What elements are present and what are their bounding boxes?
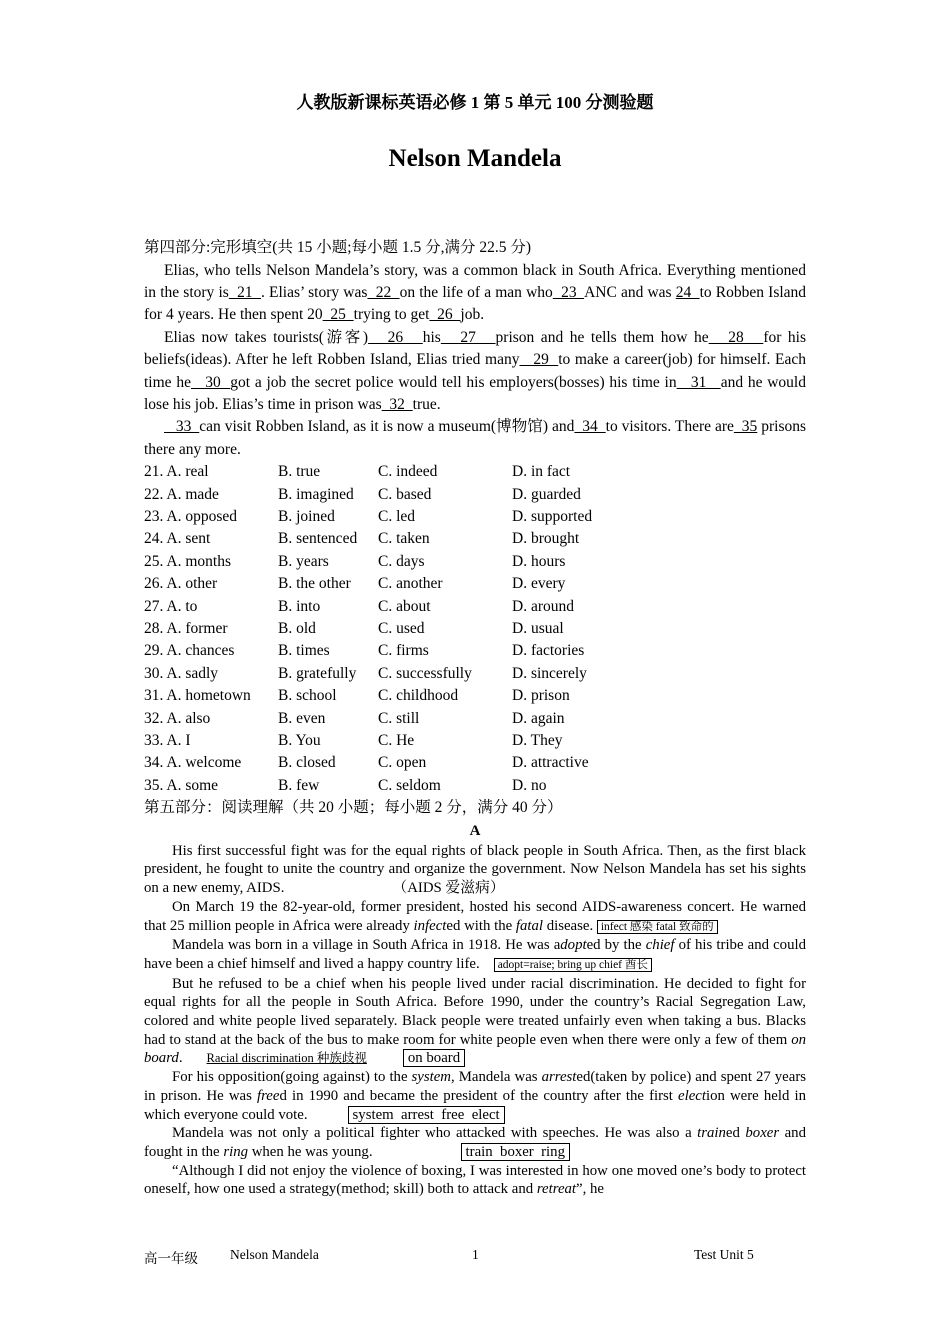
passage-letter: A: [469, 822, 481, 839]
option-choice: D. usual: [512, 620, 564, 637]
text: . Elias’ story was: [260, 283, 368, 301]
reading-paragraph-4: [144, 975, 806, 1069]
option-choice: C. seldom: [378, 776, 441, 794]
blank-28: 28: [708, 328, 764, 346]
option-row: [144, 775, 592, 797]
option-choice: D. hours: [512, 552, 566, 570]
text: and he would lose his job. Elias’s time in prison was: [144, 373, 806, 413]
option-choice: 33. A. I: [144, 732, 191, 750]
text: , Mandela was: [451, 1069, 542, 1086]
footer-unit-name: Nelson Mandela: [230, 1247, 319, 1262]
text: when he was young.: [248, 1144, 373, 1160]
option-choice: C. about: [378, 597, 431, 615]
text: got a job the secret police would tell his employers(bosses) his time in: [230, 373, 677, 391]
blank-26: 26: [368, 328, 423, 346]
option-row: [144, 484, 592, 506]
cloze-paragraph-2: [144, 327, 806, 417]
option-choice: B. old: [278, 620, 316, 637]
keyword: retreat: [536, 1181, 577, 1198]
text: Mandela was not only a political fighter who attacked with speeches. He was also a: [172, 1125, 698, 1142]
option-choice: B. gratefully: [278, 664, 357, 682]
keyword: chief: [645, 937, 675, 954]
option-choice: C. indeed: [378, 463, 438, 481]
blank-33: 33: [164, 418, 200, 436]
options-table: [144, 461, 592, 797]
vocab-box: train boxer ring: [461, 1143, 570, 1161]
reading-paragraph-2: [144, 898, 806, 936]
keyword: infect: [413, 917, 447, 934]
blank-21: 21: [228, 283, 261, 301]
text: prisons there any more.: [144, 418, 807, 458]
option-choice: B. years: [278, 552, 329, 570]
vocab-box: infect 感染 fatal 致命的: [597, 920, 718, 934]
option-choice: C. still: [378, 709, 420, 727]
option-choice: C. another: [378, 575, 443, 593]
option-choice: B. imagined: [278, 485, 354, 503]
option-choice: C. days: [378, 552, 425, 570]
option-row: [144, 618, 592, 640]
keyword: system: [411, 1069, 451, 1086]
text: Mandela was born in a village in South Africa in 1918. He was a: [172, 937, 561, 954]
keyword: free: [256, 1087, 280, 1104]
text: ed by the: [586, 937, 646, 954]
blank-25: 25: [322, 306, 354, 324]
reading-paragraph-5: [144, 1068, 806, 1124]
vocab-box: adopt=raise; bring up chief 酋长: [494, 958, 652, 972]
text: job.: [460, 306, 485, 324]
unit-title: Nelson Mandela: [388, 145, 562, 172]
text: his: [422, 328, 441, 346]
text: ANC and was: [584, 283, 676, 301]
keyword: elect: [678, 1087, 706, 1104]
option-choice: B. school: [278, 687, 337, 705]
keyword: boxer: [745, 1125, 780, 1142]
blank-30: 30: [190, 373, 231, 391]
option-choice: B. joined: [278, 507, 335, 525]
option-choice: B. You: [278, 732, 321, 750]
option-choice: D. no: [512, 776, 547, 794]
text: to Robben Island for 4 years. He then spent 20: [144, 283, 807, 324]
option-choice: B. sentenced: [278, 530, 358, 548]
text: ”, he: [576, 1181, 604, 1198]
option-choice: 32. A. also: [144, 709, 211, 727]
option-choice: D. in fact: [512, 463, 571, 481]
option-choice: 35. A. some: [144, 776, 219, 794]
text: But he refused to be a chief when his people lived under racial discrimination. He decided to fight for equal rights for all the people in South Africa. Before 1990, under the country’s Racial Segregation Law, colored and white people lived separately. Black people were treated unfairly even when taking a bus. Blacks had to stand at the back of the bus to make room for white people even when there were only a few of them: [144, 975, 806, 1048]
option-row: [144, 730, 592, 752]
blank-31: 31: [676, 373, 721, 391]
text: and fought in the: [144, 1125, 806, 1160]
option-choice: 28. A. former: [144, 620, 228, 637]
option-choice: B. even: [278, 709, 326, 727]
option-row: [144, 663, 592, 685]
option-choice: C. led: [378, 507, 416, 525]
option-choice: B. times: [278, 642, 330, 660]
reading-paragraph-1: [144, 842, 806, 898]
option-row: [144, 596, 592, 618]
option-row: [144, 640, 592, 662]
option-choice: D. sincerely: [512, 664, 587, 682]
blank-35: 35: [733, 418, 758, 436]
option-choice: D. They: [512, 732, 563, 750]
option-choice: 27. A. to: [144, 597, 198, 615]
option-choice: 29. A. chances: [144, 642, 235, 660]
blank-24: 24: [675, 283, 700, 301]
reading-paragraph-7: [144, 1162, 806, 1199]
option-choice: C. based: [378, 485, 432, 503]
vocab-note: Racial discrimination 种族歧视: [206, 1051, 367, 1066]
option-choice: 34. A. welcome: [144, 754, 242, 772]
text: On March 19 the 82-year-old, former president, hosted his second AIDS-awareness concert. He warned that 25 million people in Africa were already: [144, 898, 806, 934]
option-choice: C. childhood: [378, 687, 459, 705]
option-choice: C. He: [378, 732, 415, 750]
text: true.: [412, 395, 441, 413]
blank-26: 26: [429, 306, 461, 324]
option-choice: 24. A. sent: [144, 530, 211, 548]
option-choice: B. few: [278, 776, 320, 794]
option-row: [144, 708, 592, 730]
option-choice: C. used: [378, 620, 425, 637]
option-row: [144, 573, 592, 595]
keyword: ring: [223, 1144, 248, 1160]
option-choice: 22. A. made: [144, 485, 219, 503]
vocab-note: （AIDS 爱滋病）: [392, 880, 505, 897]
part5-heading: 第五部分：阅读理解（共 20 小题；每小题 2 分，满分 40 分）: [144, 799, 563, 817]
option-choice: 21. A. real: [144, 463, 209, 481]
option-row: [144, 461, 592, 483]
blank-23: 23: [552, 283, 585, 301]
option-row: [144, 752, 592, 774]
option-row: [144, 551, 592, 573]
text: on the life of a man who: [399, 283, 553, 301]
text: for his beliefs(ideas). After he left Robben Island, Elias tried many: [144, 328, 807, 369]
footer-test-label: Test Unit 5: [694, 1247, 754, 1262]
document-title: 人教版新课标英语必修 1 第 5 单元 100 分测验题: [296, 93, 654, 112]
option-choice: D. supported: [512, 507, 593, 525]
option-row: [144, 506, 592, 528]
option-choice: D. attractive: [512, 754, 589, 772]
text: Elias now takes tourists(游客): [164, 328, 369, 346]
option-choice: C. open: [378, 754, 427, 772]
text: For his opposition(going against) to the: [172, 1069, 412, 1086]
blank-32: 32: [381, 395, 413, 413]
option-choice: 26. A. other: [144, 575, 218, 593]
text: His first successful fight was for the equal rights of black people in South Africa. Then, as the first black president, he fought to unite the country and organize the government. Now Nelson Mandela has set his sights on a new enemy, AIDS.: [144, 842, 806, 897]
text: trying to get: [353, 306, 430, 324]
option-choice: D. every: [512, 575, 566, 593]
option-choice: 25. A. months: [144, 552, 231, 570]
keyword: fatal: [515, 917, 544, 934]
option-choice: B. into: [278, 597, 321, 615]
option-row: [144, 685, 592, 707]
option-choice: C. firms: [378, 642, 429, 660]
keyword: train: [697, 1125, 726, 1142]
text: ed(taken by police) and spent 27 years in prison. He was: [144, 1069, 807, 1104]
option-choice: D. prison: [512, 687, 570, 705]
option-choice: B. the other: [278, 575, 351, 593]
option-choice: C. taken: [378, 530, 430, 548]
page-number: 1: [472, 1247, 479, 1262]
text: of his tribe and could have been a chief himself and lived a happy country life.: [144, 937, 806, 972]
option-choice: D. factories: [512, 642, 585, 660]
option-choice: D. again: [512, 709, 565, 727]
text: .: [178, 1050, 183, 1067]
blank-27: 27: [440, 328, 496, 346]
option-choice: B. true: [278, 463, 321, 481]
option-row: [144, 528, 592, 550]
blank-22: 22: [367, 283, 400, 301]
vocab-box: on board: [403, 1049, 465, 1067]
option-choice: C. successfully: [378, 664, 472, 682]
blank-34: 34: [574, 418, 606, 436]
option-choice: 23. A. opposed: [144, 507, 237, 525]
text: ed with the: [446, 917, 516, 934]
cloze-paragraph-3: [144, 416, 806, 461]
footer-grade: 高一年级: [144, 1251, 198, 1266]
text: ed: [725, 1125, 746, 1142]
reading-paragraph-3: [144, 936, 806, 974]
text: to make a career(job) for himself. Each time he: [144, 351, 806, 391]
text: Elias, who tells Nelson Mandela’s story, was a common black in South Africa. Everything mentioned in the story is: [144, 261, 806, 301]
option-choice: 31. A. hometown: [144, 687, 251, 705]
option-choice: D. around: [512, 597, 574, 615]
keyword: arrest: [541, 1069, 577, 1086]
text: ion were held in which everyone could vote.: [144, 1087, 806, 1123]
text: d in 1990 and became the president of the country after the first: [279, 1087, 679, 1104]
option-choice: D. guarded: [512, 485, 581, 503]
text: prison and he tells them how he: [495, 328, 709, 346]
content-flow: [144, 237, 806, 1199]
blank-29: 29: [519, 351, 559, 369]
option-choice: B. closed: [278, 754, 336, 772]
text: “Although I did not enjoy the violence of boxing, I was interested in how one moved one’s body to protect oneself, how one used a strategy(method; skill) both to attack and: [144, 1162, 806, 1198]
keyword: on board: [144, 1031, 806, 1067]
part4-heading: 第四部分:完形填空(共 15 小题;每小题 1.5 分,满分 22.5 分): [144, 239, 532, 256]
keyword: dopt: [560, 937, 587, 954]
vocab-box: system arrest free elect: [348, 1106, 505, 1124]
reading-paragraph-6: [144, 1124, 806, 1161]
cloze-paragraph-1: [144, 260, 806, 327]
text: to visitors. There are: [605, 418, 734, 436]
text: can visit Robben Island, as it is now a museum(博物馆) and: [199, 418, 575, 436]
option-choice: D. brought: [512, 530, 580, 548]
text: disease.: [543, 917, 594, 934]
option-choice: 30. A. sadly: [144, 664, 219, 682]
